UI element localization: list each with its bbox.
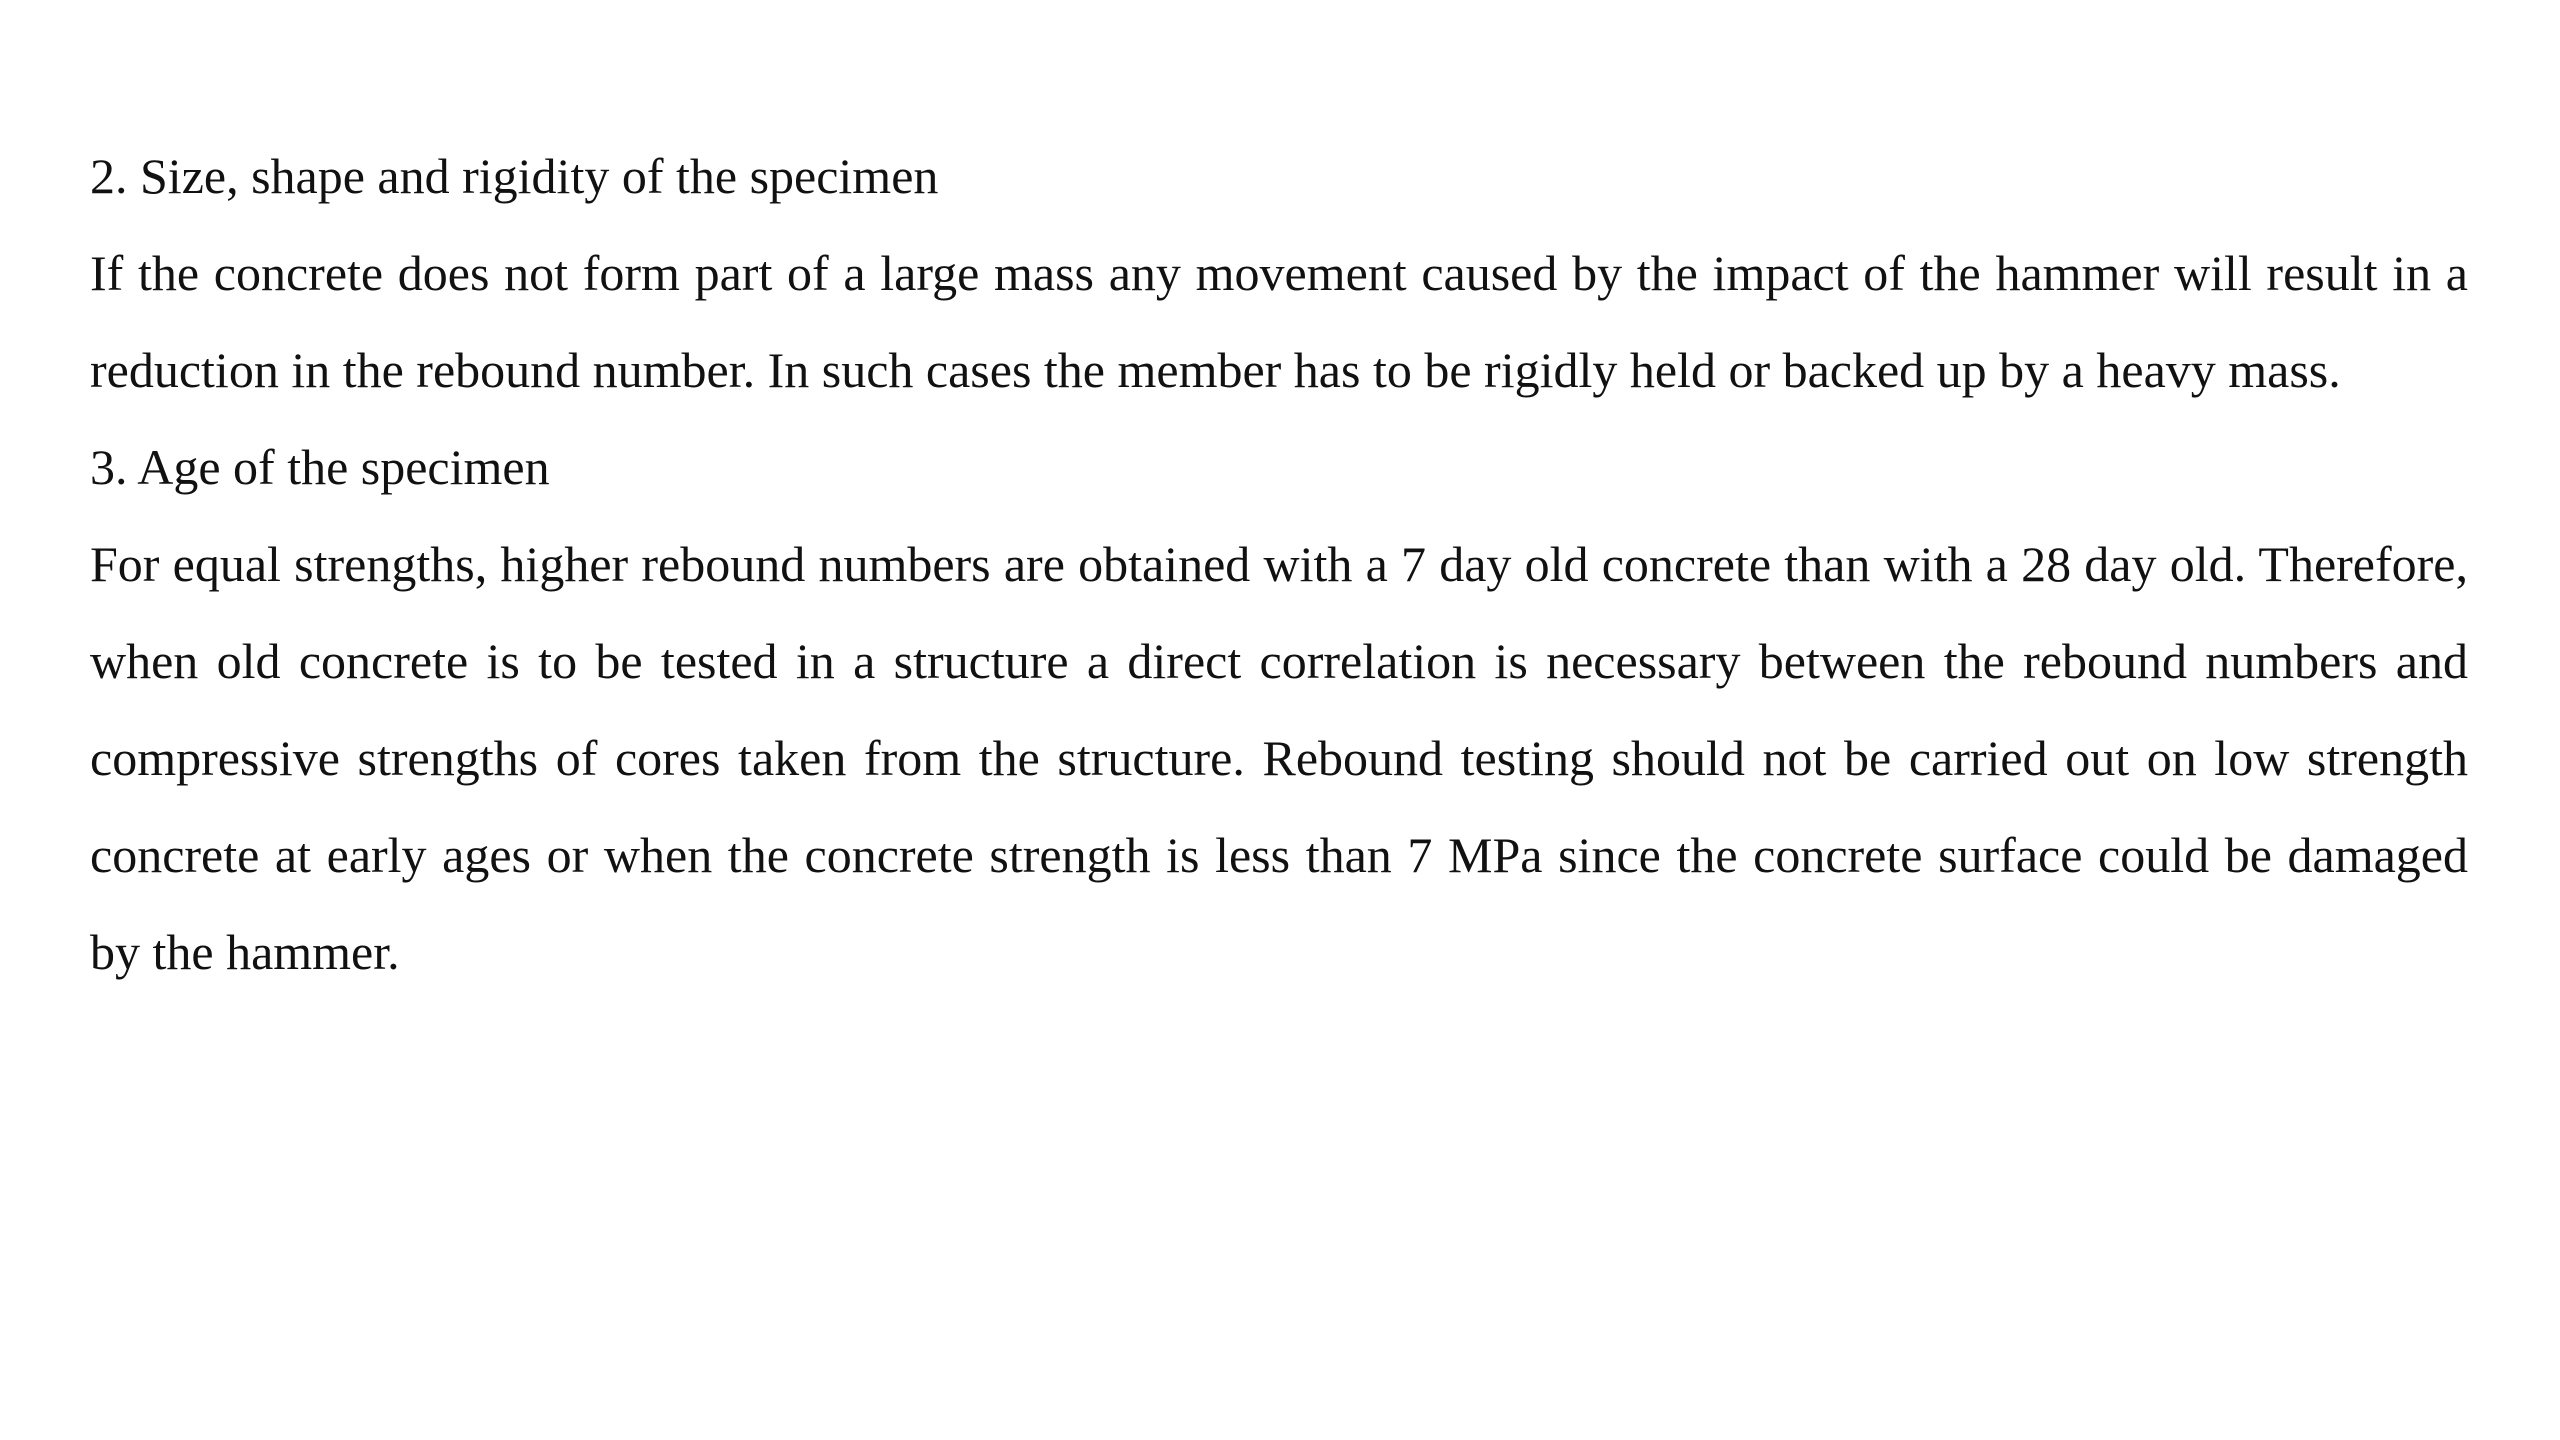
section-heading-size-shape-rigidity: 2. Size, shape and rigidity of the specimen — [90, 148, 939, 204]
section-heading-age: 3. Age of the specimen — [90, 439, 550, 495]
document-page — [90, 128, 2468, 1001]
section-body-size-shape-rigidity: If the concrete does not form part of a large mass any movement caused by the impact of the hammer will result in a reduction in the rebound number. In such cases the member has to be rigidly held or backed up by a heavy mass. — [90, 245, 2468, 398]
section-body-age: For equal strengths, higher rebound numbers are obtained with a 7 day old concrete than with a 28 day old. Therefore, when old concrete is to be tested in a structure a direct correlation is necessary between the rebound numbers and compressive strengths of cores taken from the structure. Rebound testing should not be carried out on low strength concrete at early ages or when the concrete strength is less than 7 MPa since the concrete surface could be damaged by the hammer. — [90, 536, 2468, 980]
